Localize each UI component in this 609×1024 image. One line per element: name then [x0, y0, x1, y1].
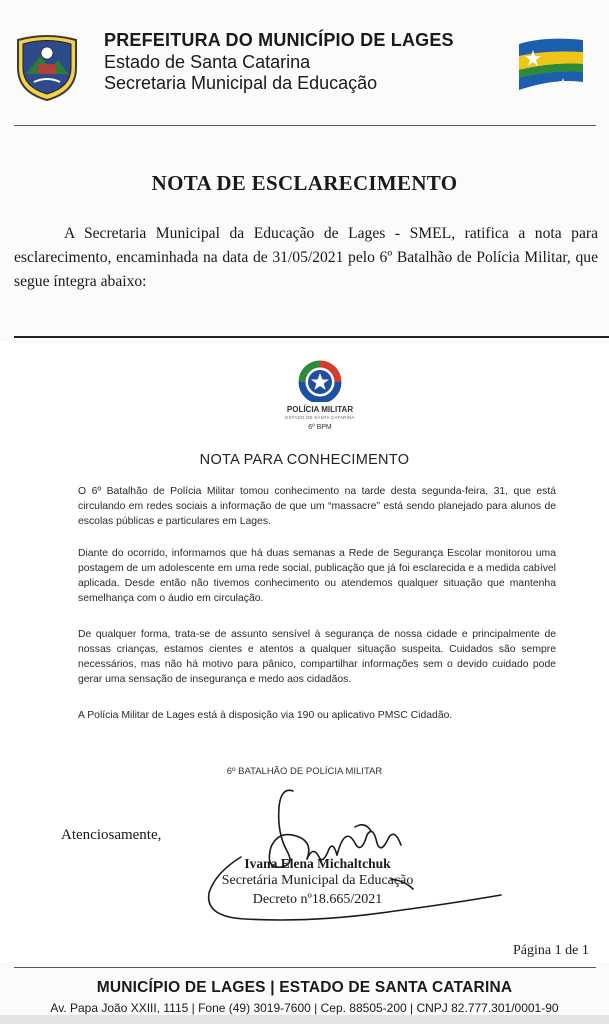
- section-divider: [14, 336, 609, 338]
- footer-address: Av. Papa João XXIII, 1115 | Fone (49) 3019-7600 | Cep. 88505-200 | CNPJ 82.777.301/0001-90: [50, 1001, 559, 1015]
- police-note-paragraph-4: A Polícia Militar de Lages está à disposição via 190 ou aplicativo PMSC Cidadão.: [78, 710, 453, 721]
- header-divider: [14, 125, 596, 126]
- signer-decree: Decreto nº18.665/2021: [252, 892, 383, 907]
- police-note-paragraph-1: O 6º Batalhão de Polícia Militar tomou conhecimento na tarde desta segunda-feira, 31, que está circulando em redes sociais a informação de que um “massacre” está sendo planejado para alunos de escolas públicas e particulares em Lages.: [78, 486, 556, 527]
- document-intro: A Secretaria Municipal da Educação de Lages - SMEL, ratifica a nota para esclarecimento, encaminhada na data de 31/05/2021 pelo 6º Batalhão de Polícia Militar, que segue íntegra abaixo:: [14, 225, 598, 290]
- police-logo-unit: 6º BPM: [308, 424, 332, 431]
- header-title: PREFEITURA DO MUNICÍPIO DE LAGES: [104, 30, 454, 50]
- santa-catarina-flag-icon: [515, 34, 587, 96]
- footer-title: MUNICÍPIO DE LAGES | ESTADO DE SANTA CATARINA: [96, 979, 513, 996]
- signer-name: Ivana Elena Michaltchuk: [244, 856, 391, 871]
- header-department: Secretaria Municipal da Educação: [104, 73, 378, 93]
- police-note-paragraph-3: De qualquer forma, trata-se de assunto sensível à segurança de nossa cidade e principalmente de nossas crianças, estamos cientes e atentos a qualquer situação suspeita. Cuidados são sempre necessários, mas não há motivo para pânico, compartilhar informações sem o devido cuidado pode gerar uma sensação de insegurança e medo aos cidadãos.: [78, 629, 556, 685]
- policia-militar-star-logo-icon: [290, 360, 350, 402]
- document-title: NOTA DE ESCLARECIMENTO: [151, 171, 458, 195]
- police-note-title: NOTA PARA CONHECIMENTO: [199, 452, 410, 468]
- bottom-band: [0, 1015, 609, 1024]
- footer-divider: [14, 967, 596, 968]
- police-logo-state: ESTADO DE SANTA CATARINA: [285, 415, 355, 420]
- municipal-crest-icon: [14, 34, 80, 102]
- closing-salutation: Atenciosamente,: [61, 827, 162, 843]
- police-note-paragraph-2: Diante do ocorrido, informamos que há duas semanas a Rede de Segurança Escolar monitorou uma postagem de um adolescente em uma rede social, publicação que já foi esclarecida e a medida cabível aplicada. Desde então não tivemos conhecimento ou atendemos qualquer situação que mantenha semelhança com o áudio em circulação.: [78, 548, 556, 604]
- header-state: Estado de Santa Catarina: [104, 52, 311, 72]
- signer-role: Secretária Municipal da Educação: [221, 873, 414, 888]
- police-logo-name: POLÍCIA MILITAR: [286, 405, 354, 414]
- page-number: Página 1 de 1: [513, 943, 589, 958]
- police-note-signature-unit: 6º BATALHÃO DE POLÍCIA MILITAR: [226, 766, 383, 777]
